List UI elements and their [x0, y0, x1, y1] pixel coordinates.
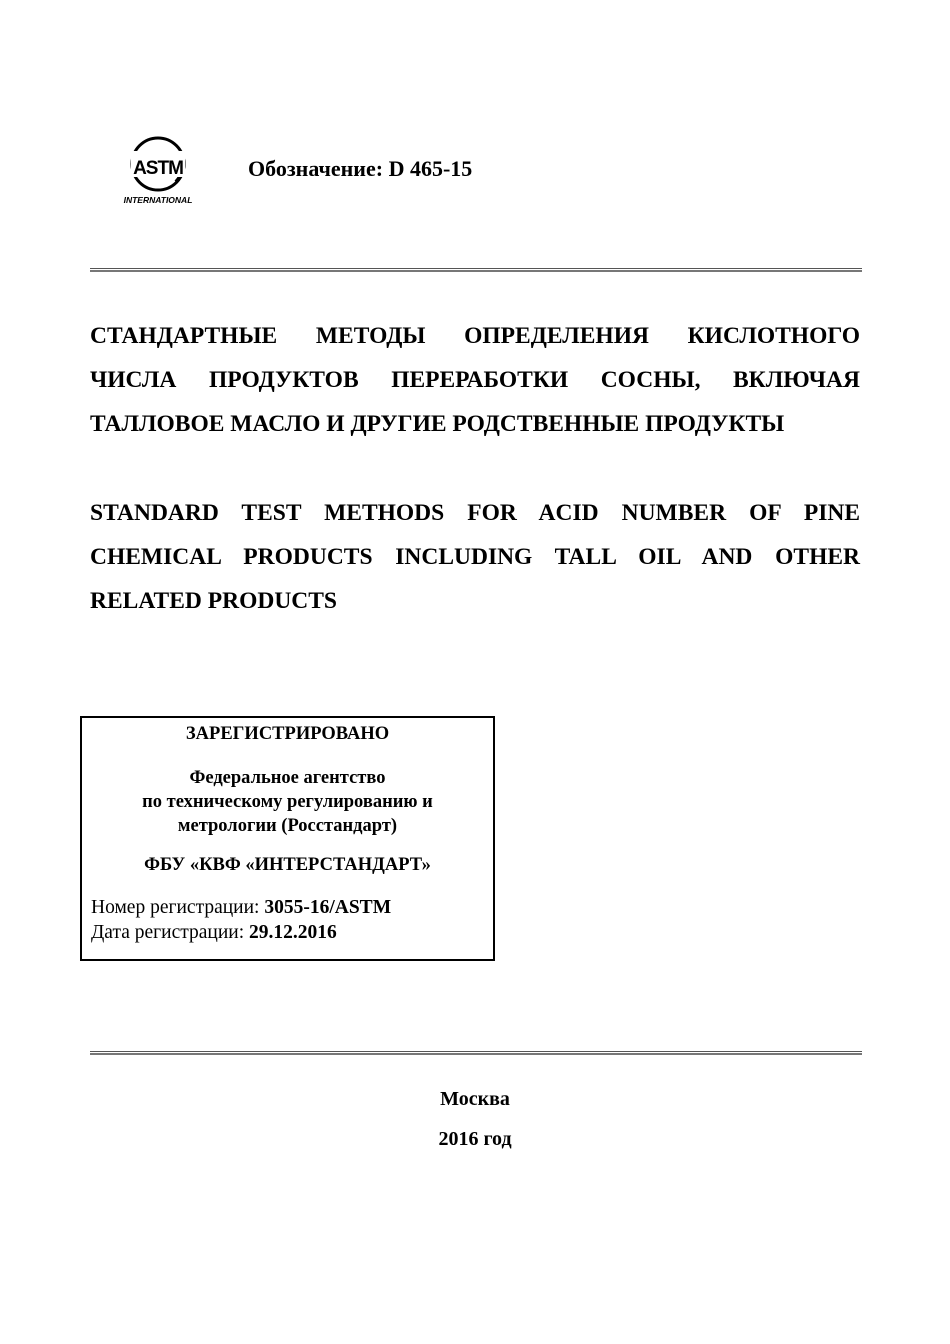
title-ru-line: ЧИСЛА ПРОДУКТОВ ПЕРЕРАБОТКИ СОСНЫ, ВКЛЮЧАЯ: [90, 367, 860, 393]
registration-number-row: [91, 895, 391, 920]
bottom-divider: [90, 1051, 862, 1056]
astm-logo: [118, 135, 202, 207]
standard-designation: Обозначение: D 465-15: [248, 156, 473, 181]
title-russian: [90, 314, 860, 446]
publication-city: Москва: [440, 1088, 510, 1110]
title-ru-line: СТАНДАРТНЫЕ МЕТОДЫ ОПРЕДЕЛЕНИЯ КИСЛОТНОГО: [90, 323, 860, 349]
agency-line: метрологии (Росстандарт): [177, 816, 398, 836]
agency-line: Федеральное агентство: [189, 768, 386, 788]
registration-organization: ФБУ «КВФ «ИНТЕРСТАНДАРТ»: [144, 855, 431, 875]
top-divider: [90, 268, 862, 273]
registration-heading: ЗАРЕГИСТРИРОВАНО: [185, 724, 390, 744]
registration-date-label: Дата регистрации:: [91, 922, 249, 943]
registration-number-label: Номер регистрации:: [91, 897, 265, 918]
title-en-line: STANDARD TEST METHODS FOR ACID NUMBER OF PINE: [90, 500, 860, 526]
publication-year: 2016 год: [438, 1128, 512, 1150]
agency-line: по техническому регулированию и: [142, 792, 433, 812]
astm-logo-subtext: INTERNATIONAL: [123, 195, 193, 205]
registration-number-value: 3055-16/ASTM: [264, 897, 392, 918]
registration-box: [80, 716, 495, 961]
registration-fields: [91, 895, 391, 945]
title-ru-line: ТАЛЛОВОЕ МАСЛО И ДРУГИЕ РОДСТВЕННЫЕ ПРОДУКТЫ: [90, 411, 785, 437]
registration-date-row: [91, 920, 391, 945]
astm-logo-text: ASTM: [133, 158, 183, 179]
title-english: [90, 491, 860, 623]
title-en-line: CHEMICAL PRODUCTS INCLUDING TALL OIL AND OTHER: [90, 544, 860, 570]
registration-agency: [82, 766, 493, 838]
registration-date-value: 29.12.2016: [249, 922, 337, 943]
title-en-line: RELATED PRODUCTS: [90, 588, 338, 614]
